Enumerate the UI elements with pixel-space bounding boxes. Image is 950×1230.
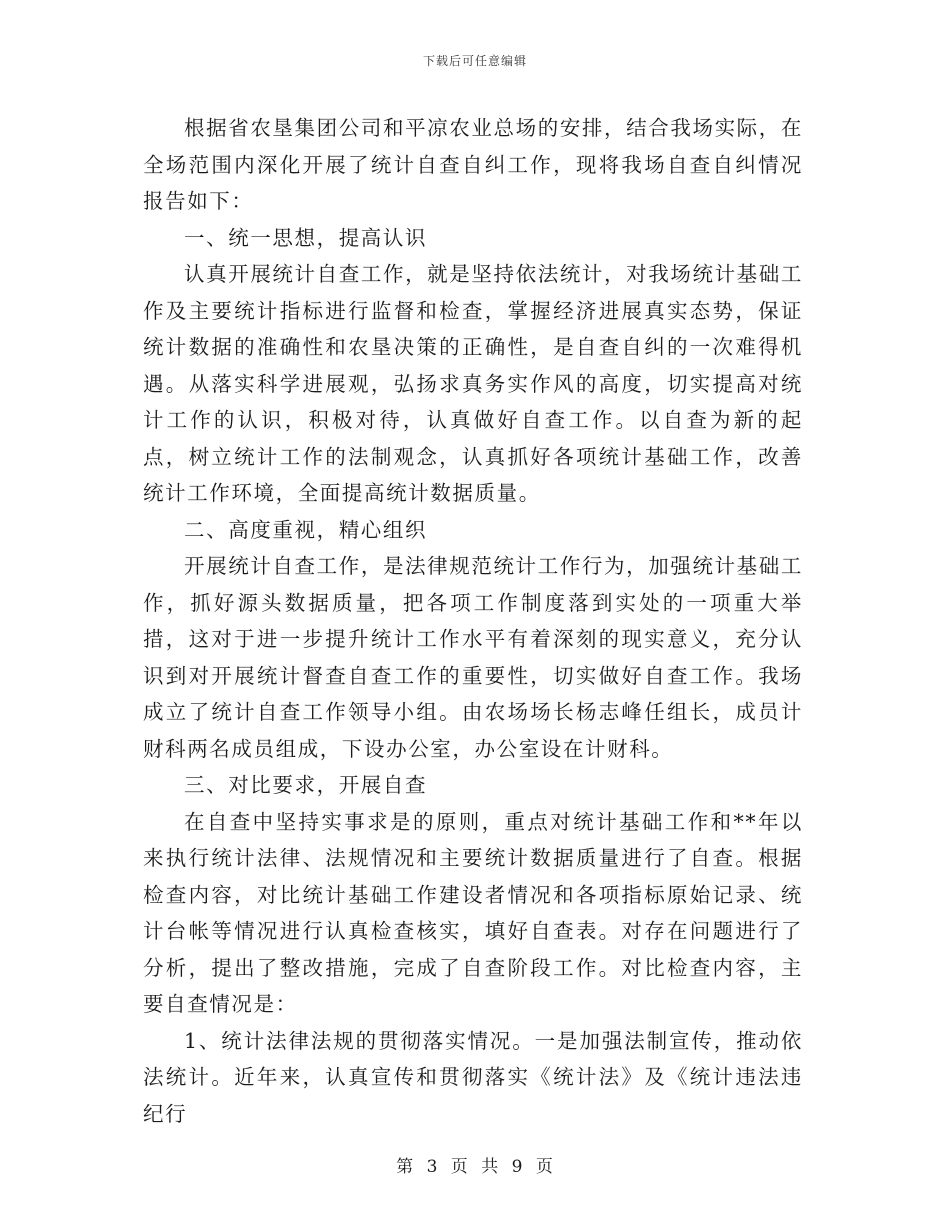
page-footer: 第 3 页 共 9 页 xyxy=(396,1157,554,1177)
section-heading-1: 一、统一思想，提高认识 xyxy=(184,225,428,250)
section-3-paragraph: 在自查中坚持实事求是的原则，重点对统计基础工作和**年以来执行统计法律、法规情况和主要统计数据质量进行了自查。根据检查内容，对比统计基础工作建设者情况和各项指标原始记录、统计台帐等情况进行认真检查核实，填好自查表。对存在问题进行了分析，提出了整改措施，完成了自查阶段工作。对比检查内容，主要自查情况是： xyxy=(143,809,803,1016)
document-body xyxy=(143,110,803,1132)
item-1-paragraph: 1、统计法律法规的贯彻落实情况。一是加强法制宣传，推动依法统计。近年来，认真宣传和贯彻落实《统计法》及《统计违法违纪行 xyxy=(143,1028,803,1126)
section-heading-3: 三、对比要求，开展自查 xyxy=(184,773,428,797)
page-header: 下载后可任意编辑 xyxy=(422,54,527,68)
section-2-paragraph: 开展统计自查工作，是法律规范统计工作行为，加强统计基础工作，抓好源头数据质量，把各项工作制度落到实处的一项重大举措，这对于进一步提升统计工作水平有着深刻的现实意义，充分认识到对开展统计督查自查工作的重要性，切实做好自查工作。我场成立了统计自查工作领导小组。由农场场长杨志峰任组长，成员计财科两名成员组成，下设办公室，办公室设在计财科。 xyxy=(143,554,803,761)
intro-paragraph: 根据省农垦集团公司和平凉农业总场的安排，结合我场实际，在全场范围内深化开展了统计自查自纠工作，现将我场自查自纠情况报告如下： xyxy=(143,116,803,213)
section-heading-2: 二、高度重视，精心组织 xyxy=(184,517,428,542)
section-1-paragraph: 认真开展统计自查工作，就是坚持依法统计，对我场统计基础工作及主要统计指标进行监督和检查，掌握经济进展真实态势，保证统计数据的准确性和农垦决策的正确性，是自查自纠的一次难得机遇。从落实科学进展观，弘扬求真务实作风的高度，切实提高对统计工作的认识，积极对待，认真做好自查工作。以自查为新的起点，树立统计工作的法制观念，认真抓好各项统计基础工作，改善统计工作环境，全面提高统计数据质量。 xyxy=(143,262,803,505)
